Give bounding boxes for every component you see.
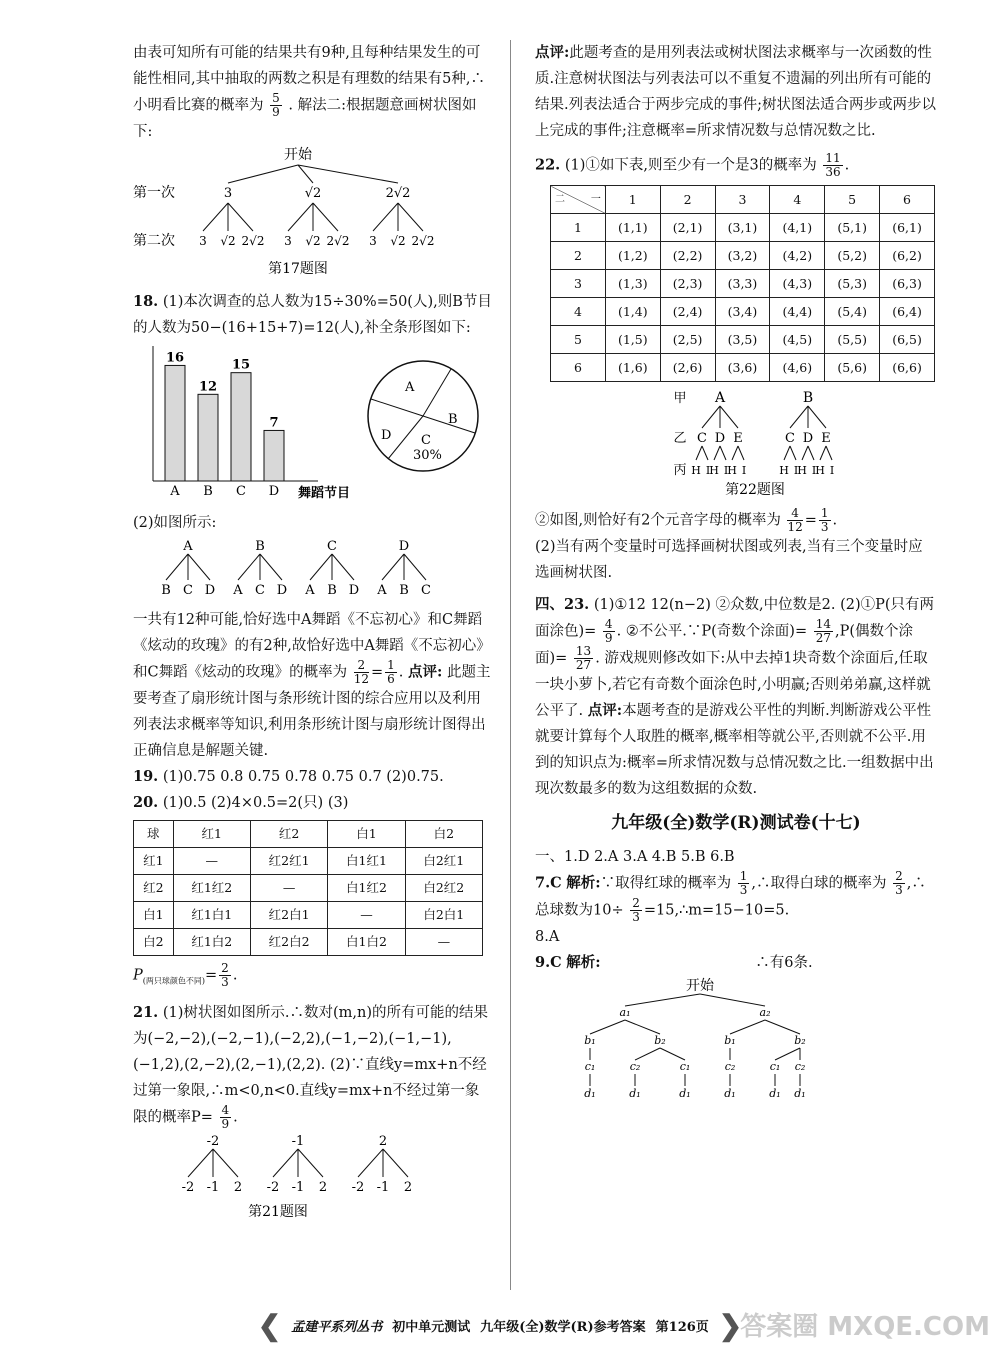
q20-result: $P_{(两只球颜色不同)}=$ $\frac{2}{3}$ . <box>133 961 238 989</box>
q17-conclusion: 由表可知所有可能的结果共有9种,且每种结果发生的可能性相同,其中抽取的两数之积是有理数的结果有5种,∴小明看比赛的概率为 $\frac{5}{9}$ . 解法二:根据题意画树状图如下: <box>133 45 485 140</box>
table-cell: (5,3) <box>825 270 880 298</box>
tree18-leaf: A <box>377 583 387 598</box>
tree-branch <box>260 554 282 580</box>
tree17-row2-label: 第二次 <box>133 233 175 249</box>
tree18-leaf: C <box>183 583 193 598</box>
tree21-root: 2 <box>378 1134 388 1150</box>
tree-branch <box>720 406 738 428</box>
pie-label-c-pct: 30% <box>413 448 442 463</box>
section-title: 九年级(全)数学(R)测试卷(十七) <box>611 813 861 833</box>
tree-branch <box>738 446 744 460</box>
table-cell: — <box>405 929 482 956</box>
tree17-leaf: √2 <box>305 234 321 248</box>
q19: 19. (1)0.75 0.8 0.75 0.78 0.75 0.7 (2)0.75. <box>133 768 444 785</box>
q22-p1: 22. (1)①如下表,则至少有一个是3的概率为 $\frac{11}{36}$ . <box>535 151 850 179</box>
corner-bottom-label: 二 <box>555 193 565 205</box>
table-header-row <box>134 821 483 848</box>
tree18-leaf: B <box>399 583 409 598</box>
tree22-child: E <box>821 431 831 446</box>
tree9-d-node: d₁ <box>724 1087 736 1100</box>
tree18-root: B <box>255 539 265 554</box>
table-cell: (4,2) <box>770 242 825 270</box>
table-cell: (3,6) <box>715 354 770 382</box>
s9: 9.C 解析: ∴有6条. <box>535 954 813 971</box>
tree-branch <box>228 203 253 231</box>
bar-value-label: 16 <box>165 350 185 366</box>
table-cell: (3,2) <box>715 242 770 270</box>
tree22-leaf: I <box>811 464 817 477</box>
tree-branch <box>213 1149 238 1177</box>
tree-branch <box>590 1020 625 1034</box>
table-cell: — <box>250 875 327 902</box>
tree21-root: -1 <box>291 1134 305 1150</box>
table-cell: (4,5) <box>770 326 825 354</box>
pie-chart <box>368 361 478 471</box>
table-cell: 3 <box>551 270 606 298</box>
tree-branch <box>188 554 210 580</box>
fraction: $\frac{1}{3}$ <box>820 506 829 534</box>
table-cell: 4 <box>551 298 606 326</box>
table-header-cell: 1 <box>605 186 660 214</box>
table-cell: (2,3) <box>660 270 715 298</box>
footer-subject: 九年级(全)数学(R)参考答案 <box>480 1319 646 1335</box>
table-cell: (4,3) <box>770 270 825 298</box>
table-cell: (1,3) <box>605 270 660 298</box>
table-cell: (6,4) <box>880 298 935 326</box>
right-arrow-icon: ❯ <box>718 1308 743 1342</box>
tree22-child: C <box>697 431 707 446</box>
q22-p2: ②如图,则恰好有2个元音字母的概率为 $\frac{4}{12}$ = $\frac{1}{3}$ . <box>535 506 838 534</box>
q22-p3: (2)当有两个变量时可选择画树状图或列表,当有三个变量时应选画树状图. <box>535 539 923 581</box>
tree9-b-node: b₁ <box>584 1034 596 1047</box>
fraction: $\frac{11}{36}$ <box>825 151 841 179</box>
table-header-cell: 2 <box>660 186 715 214</box>
bar-category-label: C <box>236 484 246 499</box>
table-header-cell: 球 <box>134 821 174 848</box>
table-cell: 红2 <box>134 875 174 902</box>
s8: 8.A <box>535 929 560 945</box>
table-corner-cell <box>551 186 606 214</box>
table-cell: (1,1) <box>605 214 660 242</box>
tree21-root: -2 <box>206 1134 220 1150</box>
tree17-leaf: √2 <box>220 234 236 248</box>
tree-diagram-22 <box>535 386 935 498</box>
pie-label-d: D <box>381 428 392 443</box>
q21: 21. (1)树状图如图所示.∴数对(m,n)的所有可能的结果为(−2,−2),(−2,−1),(−2,2),(−1,−2),(−1,−1),(−1,2),(2,−2),(2,−1),(2,2). (2)∵直线y=mx+n不经过第一象限,∴m<0,n<0.直线y=mx+n不经过第一象限的概率P= $\frac{4}{9}$ . <box>133 1004 489 1132</box>
tree9-c-node: c₂ <box>629 1060 641 1073</box>
table-cell: (1,2) <box>605 242 660 270</box>
tree-branch <box>790 446 796 460</box>
tree17-node: 2√2 <box>385 186 411 201</box>
table-cell: 白1红1 <box>328 848 405 875</box>
tree-diagram-17 <box>133 145 493 280</box>
tree22-caption: 第22题图 <box>725 482 785 498</box>
table-cell: (3,4) <box>715 298 770 326</box>
table-cell: (4,6) <box>770 354 825 382</box>
table-row <box>134 875 483 902</box>
column-divider <box>510 40 511 1290</box>
table-cell: 白2红2 <box>405 875 482 902</box>
right-column <box>535 40 937 1115</box>
tree18-leaf: A <box>305 583 315 598</box>
tree21-leaf: -1 <box>376 1180 390 1196</box>
tree-branch <box>625 1020 660 1034</box>
q21-comment: 点评:此题考查的是用列表法或树状图法求概率与一次函数的性质.注意树状图法与列表法可以不重复不遗漏的列出所有可能的结果.列表法适合于两步完成的事件;树状图法适合两步或两步以上完成的事件;注意概率=所求情况数与总情况数之比. <box>535 44 936 139</box>
tree18-root: A <box>183 539 193 554</box>
table-cell: — <box>328 902 405 929</box>
tree-branch <box>203 203 228 231</box>
tree22-leaf: H <box>691 464 701 477</box>
table-cell: (6,3) <box>880 270 935 298</box>
table-cell: (2,5) <box>660 326 715 354</box>
bar-category-label: D <box>268 484 280 499</box>
tree-diagram-18 <box>133 536 493 598</box>
table-row <box>134 902 483 929</box>
tree9-b-node: b₁ <box>724 1034 736 1047</box>
table-cell: 1 <box>551 214 606 242</box>
tree22-level-label: 丙 <box>673 463 687 478</box>
table-header-cell: 5 <box>825 186 880 214</box>
table-cell: (5,6) <box>825 354 880 382</box>
tree-branch <box>730 1020 765 1034</box>
table-cell: 红1红2 <box>173 875 250 902</box>
q18-p3: 一共有12种可能,恰好选中A舞蹈《不忘初心》和C舞蹈《炫动的玫瑰》的有2种,故恰好选中A舞蹈《不忘初心》和C舞蹈《炫动的玫瑰》的概率为 $\frac{2}{12}$ = $\frac{1}{6}$ . 点评: 此题主要考查了扇形统计图与条形统计图的综合应用以及利用列表法求概率等知识,利用条形统计图与扇形统计图得出正确信息是解题关键. <box>133 612 491 759</box>
tree-branch <box>808 446 814 460</box>
tree-branch <box>784 446 790 460</box>
table-cell: (6,5) <box>880 326 935 354</box>
tree9-b-node: b₂ <box>654 1034 666 1047</box>
tree18-leaf: C <box>255 583 265 598</box>
tree-branch <box>398 203 423 231</box>
tree17-row1-label: 第一次 <box>133 185 175 201</box>
table-cell: (1,5) <box>605 326 660 354</box>
tree18-leaf: D <box>204 583 216 598</box>
tree22-leaf: H <box>815 464 825 477</box>
left-column <box>133 40 493 1230</box>
fraction: $\frac{2}{3}$ <box>895 869 903 897</box>
table-cell: (6,6) <box>880 354 935 382</box>
tree22-child: E <box>733 431 743 446</box>
fraction: $\frac{1}{3}$ <box>739 869 748 897</box>
tree18-leaf: B <box>327 583 337 598</box>
tree17-leaf: 2√2 <box>411 234 435 248</box>
tree-branch <box>635 1048 660 1060</box>
tree-branch <box>383 1149 408 1177</box>
tree17-leaf: 3 <box>284 234 292 248</box>
tree9-d-node: d₁ <box>584 1087 596 1100</box>
tree9-c-node: c₂ <box>794 1060 806 1073</box>
table-header-cell: 白2 <box>405 821 482 848</box>
table-cell: (5,1) <box>825 214 880 242</box>
table-cell: (2,1) <box>660 214 715 242</box>
table-row <box>134 929 483 956</box>
table-cell: 白1白2 <box>328 929 405 956</box>
q20-table <box>133 820 483 956</box>
table-cell: 白2红1 <box>405 848 482 875</box>
table-cell: 2 <box>551 242 606 270</box>
tree22-leaf: H <box>797 464 807 477</box>
tree18-leaf: C <box>421 583 431 598</box>
tree22-leaf: I <box>741 464 747 477</box>
fraction: $\frac{4}{12}$ <box>787 506 803 534</box>
table-cell: 红2白2 <box>250 929 327 956</box>
tree-branch <box>702 446 708 460</box>
tree22-leaf: H <box>727 464 737 477</box>
pie-label-a: A <box>405 380 415 395</box>
fraction: $\frac{1}{6}$ <box>387 658 395 686</box>
table-cell: (1,4) <box>605 298 660 326</box>
tree9-a-node: a₂ <box>759 1006 771 1019</box>
table-cell: (3,1) <box>715 214 770 242</box>
table-cell: 5 <box>551 326 606 354</box>
tree22-root: A <box>714 390 726 406</box>
tree-branch <box>660 1048 685 1060</box>
q20: 20. (1)0.5 (2)4×0.5=2(只) (3) <box>133 794 349 811</box>
tree21-leaf: 2 <box>318 1180 328 1196</box>
fraction: $\frac{4}{9}$ <box>221 1103 230 1132</box>
s7: 7.C 解析:∵取得红球的概率为 $\frac{1}{3}$ ,∴取得白球的概率为 $\frac{2}{3}$ ,∴总球数为10÷ $\frac{2}{3}$ =15,∴m=15−10=5. <box>535 869 926 924</box>
table-row <box>551 214 935 242</box>
tree-branch <box>808 406 826 428</box>
tree-branch <box>273 1149 298 1177</box>
table-cell: (4,4) <box>770 298 825 326</box>
table-cell: (6,1) <box>880 214 935 242</box>
tree-branch <box>238 554 260 580</box>
tree-diagram-21 <box>133 1131 493 1221</box>
table-cell: 红2白1 <box>250 902 327 929</box>
tree9-c-node: c₁ <box>679 1060 691 1073</box>
bar-b <box>198 394 218 481</box>
tree22-child: D <box>714 431 726 446</box>
page-footer <box>200 1310 800 1340</box>
tree-branch <box>714 446 720 460</box>
tree-branch <box>775 1048 800 1060</box>
bar-d <box>264 430 284 481</box>
tree17-root: 开始 <box>284 147 312 163</box>
table-cell: (3,5) <box>715 326 770 354</box>
tree-branch <box>404 554 426 580</box>
tree9-c-node: c₂ <box>724 1060 736 1073</box>
tree17-leaf: 2√2 <box>241 234 265 248</box>
corner-top-label: 一 <box>590 193 601 205</box>
tree17-node: 3 <box>223 186 233 201</box>
table-cell: (4,1) <box>770 214 825 242</box>
tree-branch <box>765 1020 800 1034</box>
tree22-leaf: H <box>779 464 789 477</box>
table-row <box>551 298 935 326</box>
tree18-root: C <box>327 539 337 554</box>
fraction: $\frac{13}{27}$ <box>575 644 592 672</box>
table-cell: 白2 <box>134 929 174 956</box>
tree9-d-node: d₁ <box>794 1087 806 1100</box>
fraction: $\frac{2}{12}$ <box>353 658 369 686</box>
tree-branch <box>826 446 832 460</box>
table-row <box>134 848 483 875</box>
tree-branch <box>802 446 808 460</box>
tree-branch <box>166 554 188 580</box>
table-cell: (1,6) <box>605 354 660 382</box>
tree18-leaf: A <box>233 583 243 598</box>
table-header-cell: 红2 <box>250 821 327 848</box>
bar-category-label: A <box>170 484 180 499</box>
table-row <box>551 354 935 382</box>
tree22-child: C <box>785 431 795 446</box>
tree17-caption: 第17题图 <box>268 261 328 277</box>
footer-page: 第126页 <box>655 1319 709 1335</box>
table-cell: 白2白1 <box>405 902 482 929</box>
fraction: $\frac{5}{9}$ <box>272 91 280 119</box>
bar-value-label: 12 <box>198 379 218 395</box>
table-cell: 红1白2 <box>173 929 250 956</box>
fraction: $\frac{2}{3}$ <box>221 961 229 989</box>
table-header-cell: 白1 <box>328 821 405 848</box>
tree-branch <box>696 446 702 460</box>
tree18-leaf: D <box>276 583 288 598</box>
table-cell: (2,4) <box>660 298 715 326</box>
table-cell: 白1 <box>134 902 174 929</box>
table-cell: (5,4) <box>825 298 880 326</box>
tree22-leaf: I <box>705 464 711 477</box>
table-header-cell: 4 <box>770 186 825 214</box>
footer-brand: 孟建平系列丛书 <box>291 1319 383 1335</box>
tree21-leaf: -2 <box>266 1180 280 1196</box>
pie-label-b: B <box>448 412 458 427</box>
table-cell: 白1红2 <box>328 875 405 902</box>
bar-xlabel: 舞蹈节目 <box>298 486 351 501</box>
tree-branch <box>382 554 404 580</box>
tree-branch <box>625 994 700 1006</box>
fraction: $\frac{4}{9}$ <box>604 617 613 645</box>
tree9-c-node: c₁ <box>769 1060 781 1073</box>
table-cell: (5,2) <box>825 242 880 270</box>
tree22-level-label: 甲 <box>673 391 687 406</box>
table-cell: 红2红1 <box>250 848 327 875</box>
table-cell: — <box>173 848 250 875</box>
table-cell: 红1 <box>134 848 174 875</box>
tree9-d-node: d₁ <box>769 1087 781 1100</box>
tree-branch <box>310 554 332 580</box>
q18-p2: (2)如图所示: <box>133 515 217 531</box>
bar-category-label: B <box>203 484 213 499</box>
tree21-leaf: 2 <box>403 1180 413 1196</box>
bar-value-label: 7 <box>269 415 279 431</box>
tree9-b-node: b₂ <box>794 1034 806 1047</box>
s1-answers: 一、1.D 2.A 3.A 4.B 5.B 6.B <box>535 849 735 865</box>
tree-branch <box>820 446 826 460</box>
table-cell: (6,2) <box>880 242 935 270</box>
q18-charts <box>133 341 493 501</box>
tree-branch <box>288 203 313 231</box>
tree9-c-node: c₁ <box>584 1060 596 1073</box>
tree9-a-node: a₁ <box>619 1006 631 1019</box>
tree22-level-label: 乙 <box>673 431 687 446</box>
q18-p1: 18. (1)本次调查的总人数为15÷30%=50(人),则B节目的人数为50−(16+15+7)=12(人),补全条形图如下: <box>133 293 492 336</box>
table-cell: (2,2) <box>660 242 715 270</box>
tree22-root: B <box>802 390 814 406</box>
tree21-leaf: 2 <box>233 1180 243 1196</box>
table-header-cell: 6 <box>880 186 935 214</box>
fraction: $\frac{14}{27}$ <box>815 617 831 645</box>
tree-branch <box>358 1149 383 1177</box>
tree-branch <box>790 406 808 428</box>
tree22-leaf: I <box>829 464 835 477</box>
table-header-row <box>551 186 935 214</box>
tree-branch <box>720 446 726 460</box>
table-cell: 6 <box>551 354 606 382</box>
tree22-leaf: H <box>709 464 719 477</box>
table-row <box>551 270 935 298</box>
tree22-child: D <box>802 431 814 446</box>
tree-branch <box>188 1149 213 1177</box>
tree21-leaf: -1 <box>206 1180 220 1196</box>
table-cell: (2,6) <box>660 354 715 382</box>
table-cell: (3,3) <box>715 270 770 298</box>
tree9-root: 开始 <box>686 978 714 994</box>
tree-branch <box>702 406 720 428</box>
tree-branch <box>700 994 765 1006</box>
tree17-leaf: 3 <box>199 234 207 248</box>
q23: 四、23. (1)①12 12(n−2) ②众数,中位数是2. (2)①P(只有两面涂色)= $\frac{4}{9}$ . ②不公平.∵P(奇数个涂面)= $\frac{14}{27}$ ,P(偶数个涂面)= $\frac{13}{27}$ . 游戏规则修改如下:从中去掉1块奇数个涂面后,任取一块小萝卜,若它有奇数个面涂色时,小明赢;否则弟弟赢,这样就公平了. 点评:本题考查的是游戏公平性的判断.判断游戏公平性就要计算每个人取胜的概率,概率相等就公平,否则就不公平.用到的知识点为:概率=所求情况数与总情况数之比.一组数据中出现次数最多的数为这组数据的众数. <box>535 596 935 797</box>
table-cell: 红1白1 <box>173 902 250 929</box>
tree17-node: √2 <box>304 186 322 201</box>
left-arrow-icon: ❮ <box>257 1308 282 1342</box>
tree-branch <box>732 446 738 460</box>
bar-c <box>231 373 251 481</box>
fraction: $\frac{2}{3}$ <box>632 896 640 924</box>
tree9-d-node: d₁ <box>629 1087 641 1100</box>
pie-label-c: C <box>421 433 431 448</box>
tree18-leaf: D <box>348 583 360 598</box>
watermark: 答案圈 MXQE.COM <box>740 1312 990 1342</box>
tree21-leaf: -2 <box>181 1180 195 1196</box>
tree-branch <box>373 203 398 231</box>
tree21-leaf: -1 <box>291 1180 305 1196</box>
tree9-d-node: d₁ <box>679 1087 691 1100</box>
tree18-root: D <box>398 539 410 554</box>
tree17-leaf: 2√2 <box>326 234 350 248</box>
tree22-leaf: I <box>723 464 729 477</box>
tree22-leaf: I <box>793 464 799 477</box>
bar-a <box>165 365 185 481</box>
tree-diagram-9 <box>535 976 935 1106</box>
table-header-cell: 3 <box>715 186 770 214</box>
table-cell: (5,5) <box>825 326 880 354</box>
table-row <box>551 242 935 270</box>
q22-table <box>550 185 935 382</box>
table-header-cell: 红1 <box>173 821 250 848</box>
tree21-leaf: -2 <box>351 1180 365 1196</box>
table-row <box>551 326 935 354</box>
tree18-leaf: B <box>161 583 171 598</box>
footer-series: 初中单元测试 <box>392 1319 471 1335</box>
bar-value-label: 15 <box>231 357 251 373</box>
tree21-caption: 第21题图 <box>248 1204 308 1221</box>
tree-branch <box>332 554 354 580</box>
tree-branch <box>298 1149 323 1177</box>
tree17-leaf: 3 <box>369 234 377 248</box>
tree-branch <box>313 203 338 231</box>
tree17-leaf: √2 <box>390 234 406 248</box>
